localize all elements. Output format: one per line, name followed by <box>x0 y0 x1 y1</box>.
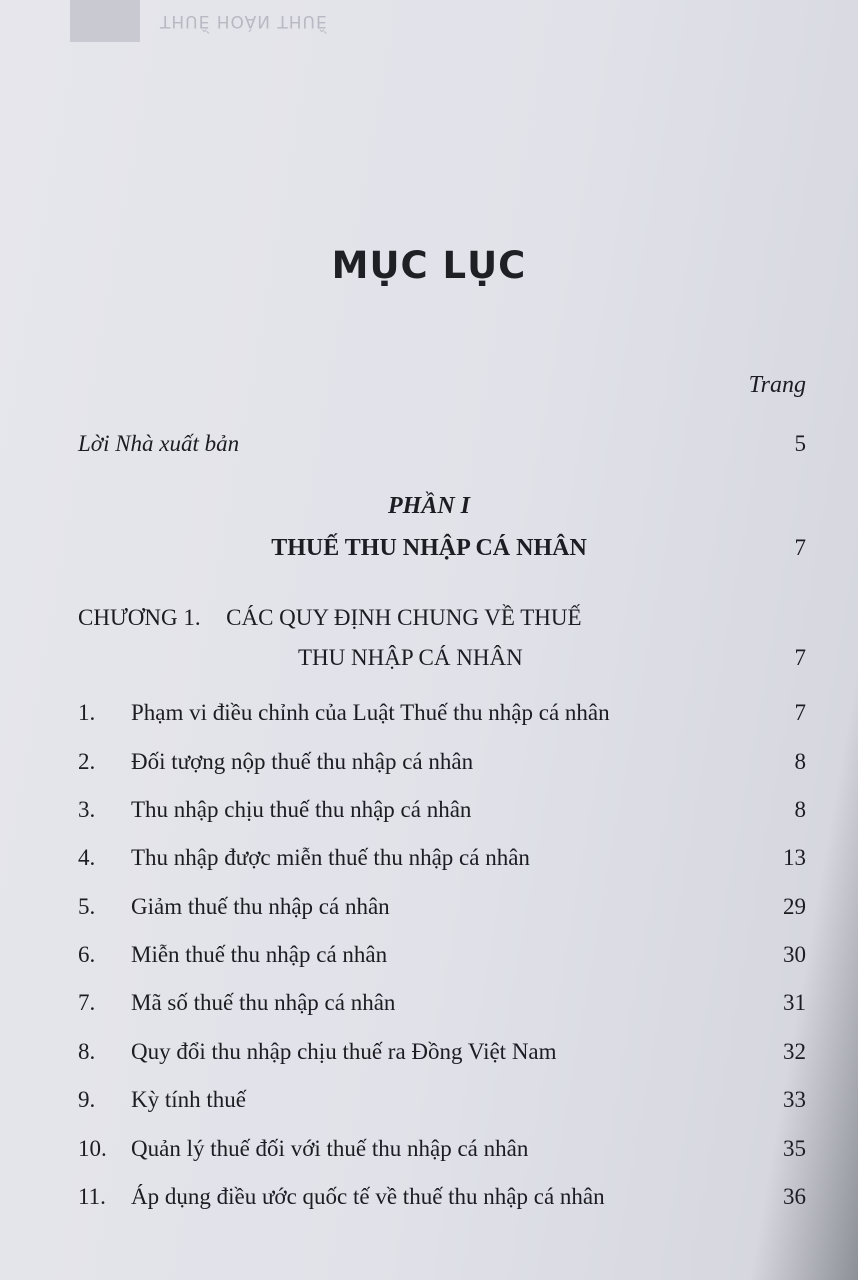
toc-preface-label: Lời Nhà xuất bản <box>78 431 240 456</box>
toc-item-number: 6. <box>78 942 96 967</box>
toc-item <box>78 894 390 920</box>
toc-item-number: 10. <box>78 1136 107 1161</box>
toc-item-number: 7. <box>78 990 96 1015</box>
part-page: 7 <box>794 535 806 560</box>
toc-item <box>78 749 473 775</box>
toc-item-page: 8 <box>794 797 806 822</box>
part-title: THUẾ THU NHẬP CÁ NHÂN <box>271 535 587 561</box>
toc-item-number: 11. <box>78 1184 106 1209</box>
chapter-heading <box>78 605 582 631</box>
toc-item-page: 36 <box>783 1184 806 1209</box>
toc-item <box>78 1136 528 1162</box>
toc-item-text: Quy đổi thu nhập chịu thuế ra Đồng Việt Nam <box>131 1039 557 1064</box>
chapter-title-line2: THU NHẬP CÁ NHÂN <box>298 645 523 670</box>
toc-item-page: 31 <box>783 990 806 1015</box>
toc-item-number: 2. <box>78 749 96 774</box>
toc-item-text: Thu nhập chịu thuế thu nhập cá nhân <box>131 797 472 822</box>
chapter-title-line1: CÁC QUY ĐỊNH CHUNG VỀ THUẾ <box>226 605 582 630</box>
toc-item <box>78 1184 605 1210</box>
toc-item-page: 32 <box>783 1039 806 1064</box>
toc-item-page: 7 <box>794 700 806 725</box>
toc-item-page: 13 <box>783 845 806 870</box>
toc-item-number: 4. <box>78 845 96 870</box>
toc-item-page: 30 <box>783 942 806 967</box>
toc-item <box>78 797 471 823</box>
chapter-number: CHƯƠNG 1. <box>78 605 201 630</box>
toc-preface-page: 5 <box>794 431 806 456</box>
toc-item-page: 29 <box>783 894 806 919</box>
part-label: PHẦN I <box>387 493 470 519</box>
page-column-label: Trang <box>748 372 806 398</box>
chapter-page: 7 <box>794 645 806 670</box>
toc-item-text: Kỳ tính thuế <box>131 1087 246 1112</box>
toc-item-page: 33 <box>783 1087 806 1112</box>
running-title: THUẾ HOÀN THUẾ <box>160 11 328 31</box>
toc-item-text: Thu nhập được miễn thuế thu nhập cá nhân <box>131 845 530 870</box>
toc-item-text: Mã số thuế thu nhập cá nhân <box>131 990 396 1015</box>
toc-item <box>78 942 387 968</box>
toc-item-text: Đối tượng nộp thuế thu nhập cá nhân <box>131 749 474 774</box>
toc-item <box>78 990 395 1016</box>
toc-item-text: Phạm vi điều chỉnh của Luật Thuế thu nhập cá nhân <box>131 700 610 725</box>
toc-item <box>78 1039 557 1065</box>
toc-item-text: Quản lý thuế đối với thuế thu nhập cá nhân <box>131 1136 529 1161</box>
toc-item <box>78 700 610 726</box>
toc-item-page: 8 <box>794 749 806 774</box>
toc-item <box>78 1087 246 1113</box>
toc-item-number: 3. <box>78 797 96 822</box>
toc-item-text: Áp dụng điều ước quốc tế về thuế thu nhập cá nhân <box>131 1184 605 1209</box>
toc-item <box>78 845 530 871</box>
toc-item-number: 1. <box>78 700 96 725</box>
toc-item-number: 8. <box>78 1039 96 1064</box>
toc-item-text: Giảm thuế thu nhập cá nhân <box>131 894 390 919</box>
header-block <box>70 0 140 42</box>
toc-item-page: 35 <box>783 1136 806 1161</box>
running-header <box>70 0 670 42</box>
toc-item-number: 5. <box>78 894 96 919</box>
toc-item-text: Miễn thuế thu nhập cá nhân <box>131 942 388 967</box>
page-title: MỤC LỤC <box>331 244 527 287</box>
toc-item-number: 9. <box>78 1087 96 1112</box>
